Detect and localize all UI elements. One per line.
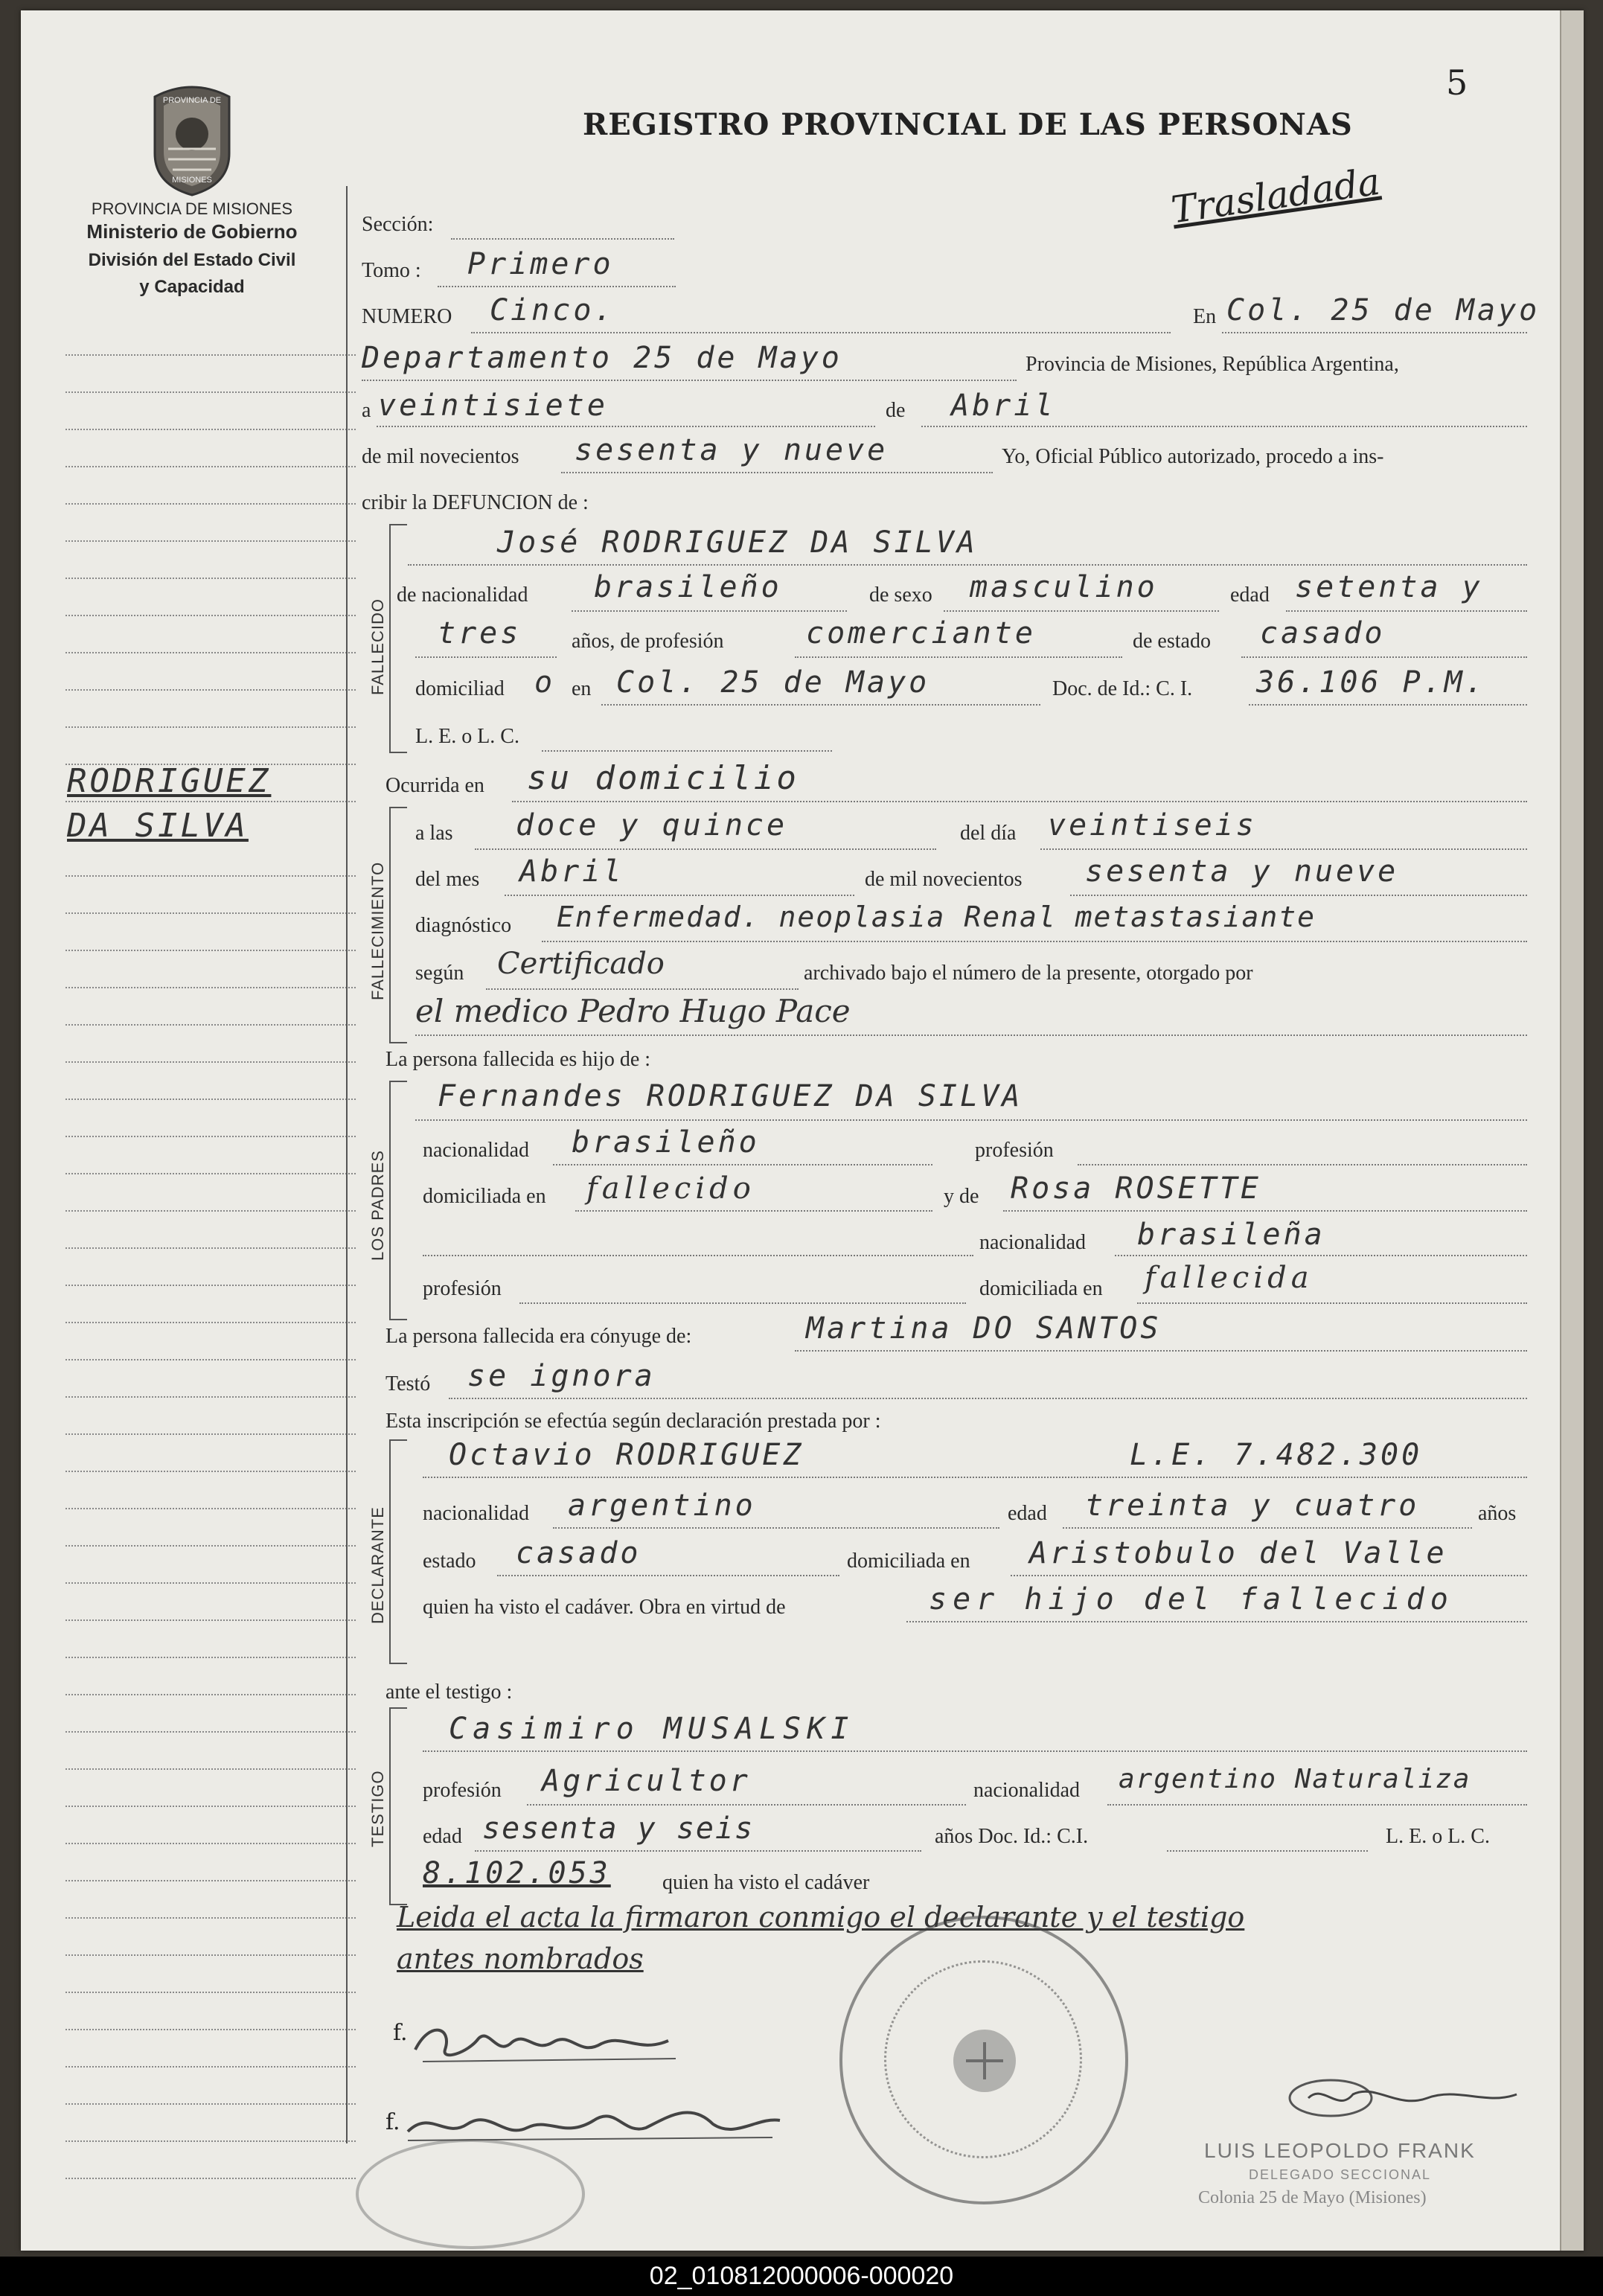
deldia-label: del día — [960, 822, 1017, 845]
diagnostico-value: Enfermedad. neoplasia Renal metastasiante — [557, 901, 1316, 933]
archivado-label: archivado bajo el número de la presente, otorgado por — [804, 962, 1253, 985]
fallecido-tick — [389, 524, 407, 525]
padre-domicilio-line — [575, 1210, 932, 1212]
testigo-nacionalidad: argentino Naturaliza — [1119, 1764, 1471, 1794]
margin-line — [65, 1917, 356, 1919]
declarante-estado-line — [497, 1575, 839, 1576]
margin-line — [65, 1694, 356, 1695]
declarante-border — [389, 1439, 391, 1663]
margin-line — [65, 1396, 356, 1398]
padre-nacionalidad-label: nacionalidad — [423, 1139, 530, 1162]
testigo-edad-line — [475, 1850, 921, 1852]
official-name: LUIS LEOPOLDO FRANK — [1204, 2139, 1476, 2162]
segun-value: Certificado — [497, 947, 665, 981]
declarante-domicilio-line — [1011, 1575, 1527, 1576]
madre-profesion-line — [519, 1302, 966, 1304]
dia-value: veintisiete — [378, 388, 608, 423]
margin-line — [65, 1843, 356, 1844]
fallecido-estado-line — [1241, 656, 1527, 658]
declarante-visto-label: quien ha visto el cadáver. Obra en virtud de — [423, 1596, 786, 1619]
segun-label: según — [415, 962, 464, 985]
seal-top-text: PROVINCIA DE — [162, 96, 222, 105]
fallecido-sexo-line — [944, 610, 1219, 612]
testigo-nacionalidad-line — [1107, 1804, 1527, 1806]
inscribir-label: cribir la DEFUNCION de : — [362, 491, 589, 514]
margin-line — [65, 391, 356, 393]
hora-line — [475, 848, 936, 850]
fallecido-edad-line — [1286, 610, 1527, 612]
de-label: de — [886, 399, 906, 422]
fallecido-border — [389, 524, 391, 752]
declarante-tick — [389, 1663, 407, 1664]
departamento-line — [362, 380, 1017, 381]
fallecido-le-line — [542, 750, 832, 752]
madre-domiciliada-label: domiciliada en — [979, 1277, 1103, 1300]
margin-line — [65, 801, 356, 802]
mes-value-fallecimiento: Abril — [519, 854, 624, 889]
delmes-label: del mes — [415, 868, 480, 891]
departamento-value: Departamento 25 de Mayo — [362, 341, 842, 375]
declarante-signature-prefix: f. — [393, 2020, 408, 2046]
declarante-domicilio: Aristobulo del Valle — [1029, 1536, 1447, 1570]
testigo-le-label: L. E. o L. C. — [1386, 1825, 1490, 1848]
dia-value-fallecimiento: veintiseis — [1048, 808, 1257, 842]
testo-label: Testó — [385, 1372, 431, 1395]
diagnostico-line — [542, 941, 1527, 942]
margin-line — [65, 1210, 356, 1212]
declarante-anios-label: años — [1478, 1502, 1517, 1525]
fallecimiento-section-label: FALLECIMIENTO — [368, 861, 387, 1000]
margin-line — [65, 1954, 356, 1956]
declarante-tick — [389, 1439, 407, 1441]
margin-line — [65, 1061, 356, 1063]
fallecido-domiciliado-label: domiciliad — [415, 677, 505, 700]
fallecimiento-tick — [389, 807, 407, 808]
conyuge-nombre: Martina DO SANTOS — [806, 1311, 1162, 1346]
fallecido-estado-label: de estado — [1133, 630, 1211, 653]
ocurrida-value: su domicilio — [527, 759, 799, 797]
yde-label: y de — [944, 1185, 979, 1208]
margin-line — [65, 540, 356, 542]
margin-line — [65, 1247, 356, 1249]
padre-nombre: Fernandes RODRIGUEZ DA SILVA — [438, 1079, 1023, 1113]
madre-domicilio-line — [1137, 1302, 1527, 1304]
fallecido-profesion-line — [795, 656, 1122, 658]
medico-value: el medico Pedro Hugo Pace — [415, 993, 851, 1029]
fallecido-domicilio-line — [601, 704, 1040, 706]
tomo-label: Tomo : — [362, 259, 421, 282]
testigo-visto-label: quien ha visto el cadáver — [662, 1871, 870, 1894]
fallecido-en-label: en — [572, 677, 592, 700]
form-left-border — [346, 186, 348, 2143]
fallecido-domiciliado-o: o — [534, 665, 556, 700]
margin-line — [65, 466, 356, 467]
inscripcion-label: Esta inscripción se efectúa según declaración prestada por : — [385, 1410, 881, 1433]
anio-line-fallecimiento — [1070, 895, 1527, 896]
seccion-line — [451, 238, 674, 240]
margin-line — [65, 1173, 356, 1174]
mil-label: de mil novecientos — [362, 445, 519, 468]
testigo-signature-prefix: f. — [385, 2109, 400, 2135]
declarante-le: L.E. 7.482.300 — [1130, 1438, 1423, 1472]
testigo-doc: 8.102.053 — [423, 1856, 611, 1890]
padre-profesion-line — [1078, 1164, 1527, 1165]
official-signature — [1279, 2068, 1532, 2132]
alas-label: a las — [415, 822, 453, 845]
numero-value: Cinco. — [490, 293, 615, 327]
margin-line — [65, 1136, 356, 1137]
ocurrida-label: Ocurrida en — [385, 774, 484, 797]
ocurrida-line — [512, 801, 1527, 802]
margin-line — [65, 615, 356, 616]
testigo-edad-label: edad — [423, 1825, 462, 1848]
declarante-nombre: Octavio RODRIGUEZ — [449, 1438, 804, 1472]
fallecimiento-border — [389, 807, 391, 1042]
fallecido-sexo: masculino — [970, 570, 1158, 604]
dia-line — [377, 426, 875, 427]
madre-nacionalidad-label: nacionalidad — [979, 1231, 1087, 1254]
testigo-anios-label: años Doc. Id.: C.I. — [935, 1825, 1089, 1848]
margin-line — [65, 503, 356, 505]
madre-nombre: Rosa ROSETTE — [1011, 1171, 1261, 1206]
anio-value: sesenta y nueve — [575, 433, 889, 467]
margin-line — [65, 2178, 356, 2179]
padre-nacionalidad-line — [553, 1164, 932, 1165]
madre-domicilio: fallecida — [1145, 1261, 1314, 1295]
mes-line — [921, 426, 1527, 427]
margin-line — [65, 689, 356, 691]
declarante-nacionalidad-label: nacionalidad — [423, 1502, 530, 1525]
testo-value: se ignora — [467, 1359, 656, 1393]
fallecido-estado: casado — [1260, 616, 1386, 650]
declarante-nombre-line — [423, 1477, 1527, 1478]
numero-line — [471, 332, 1171, 333]
margin-line — [65, 1508, 356, 1509]
a-label: a — [362, 399, 371, 422]
closing-line1: Leida el acta la firmaron conmigo el declarante y el testigo — [397, 1901, 1245, 1934]
tomo-line — [438, 286, 676, 287]
madre-nacionalidad-line — [1115, 1255, 1527, 1256]
official-place: Colonia 25 de Mayo (Misiones) — [1198, 2188, 1427, 2207]
en-line — [1222, 332, 1527, 333]
fallecido-tick — [389, 752, 407, 753]
hijo-label: La persona fallecida es hijo de : — [385, 1048, 651, 1071]
declarante-nacionalidad: argentino — [568, 1488, 756, 1523]
testigo-profesion: Agricultor — [542, 1764, 751, 1798]
fallecido-doc-label: Doc. de Id.: C. I. — [1052, 677, 1193, 700]
segun-line — [486, 988, 799, 990]
book-binding — [1560, 10, 1584, 2251]
testigo-tick — [389, 1707, 407, 1709]
fallecimiento-tick — [389, 1042, 407, 1043]
madre-line — [1003, 1210, 1527, 1212]
diagnostico-label: diagnóstico — [415, 914, 512, 937]
testigo-nacionalidad-label: nacionalidad — [973, 1779, 1081, 1802]
hora-value: doce y quince — [516, 808, 788, 842]
padre-line — [415, 1119, 1527, 1121]
fallecido-sexo-label: de sexo — [869, 583, 932, 607]
margin-line — [65, 726, 356, 728]
tomo-value: Primero — [467, 247, 614, 281]
margin-line — [65, 1322, 356, 1323]
testigo-ci-line — [1167, 1850, 1368, 1852]
fallecido-edad-label: edad — [1230, 583, 1270, 607]
madre-profesion-label: profesión — [423, 1277, 502, 1300]
testigo-nombre: Casimiro MUSALSKI — [449, 1712, 855, 1746]
page-number: 5 — [1446, 63, 1468, 103]
mes-line-fallecimiento — [505, 895, 854, 896]
fallecido-profesion: comerciante — [806, 616, 1036, 650]
margin-line — [65, 1582, 356, 1584]
margin-note-surname: RODRIGUEZ — [67, 762, 272, 800]
trasladada-mark: Trasladada — [1168, 159, 1383, 232]
image-caption: 02_010812000006-000020 — [0, 2257, 1603, 2296]
declarante-section-label: DECLARANTE — [368, 1506, 387, 1624]
seal-bottom-text: MISIONES — [172, 176, 212, 185]
padres-section-label: LOS PADRES — [368, 1150, 387, 1261]
testo-line — [449, 1398, 1527, 1399]
testigo-section-label: TESTIGO — [368, 1770, 387, 1847]
margin-line — [65, 1359, 356, 1360]
provincia-label: Provincia de Misiones, República Argentina, — [1026, 353, 1399, 376]
closing-line2: antes nombrados — [397, 1942, 644, 1975]
mil-label-fallecimiento: de mil novecientos — [865, 868, 1023, 891]
margin-line — [65, 950, 356, 951]
fallecido-domicilio: Col. 25 de Mayo — [616, 665, 930, 700]
padre-nacionalidad: brasileño — [572, 1125, 760, 1160]
anio-line — [561, 472, 993, 473]
margin-line — [65, 1099, 356, 1100]
margin-line — [65, 429, 356, 430]
padres-blank-line — [423, 1255, 973, 1256]
margin-line — [65, 1024, 356, 1026]
fallecido-section-label: FALLECIDO — [368, 598, 387, 695]
madre-nacionalidad: brasileña — [1137, 1218, 1325, 1252]
division-name: División del Estado Civil — [88, 250, 296, 270]
margin-line — [65, 354, 356, 356]
declarante-virtud-line — [906, 1621, 1527, 1622]
fallecido-nombre-line — [408, 564, 1527, 566]
fallecido-le-label: L. E. o L. C. — [415, 725, 519, 748]
margin-line — [65, 2140, 356, 2142]
fallecido-doc-line — [1249, 704, 1527, 706]
margin-line — [65, 1545, 356, 1547]
declarante-edad: treinta y cuatro — [1085, 1488, 1420, 1523]
padre-domicilio: fallecido — [586, 1171, 755, 1206]
margin-line — [65, 1471, 356, 1472]
conyuge-label: La persona fallecida era cónyuge de: — [385, 1325, 692, 1348]
numero-label: NUMERO — [362, 305, 452, 328]
margin-line — [65, 578, 356, 579]
margin-line — [65, 1285, 356, 1286]
declarante-estado-label: estado — [423, 1550, 476, 1573]
fallecido-nombre: José RODRIGUEZ DA SILVA — [497, 525, 978, 560]
declarante-virtud: ser hijo del fallecido — [929, 1582, 1454, 1617]
testigo-nombre-line — [423, 1750, 1527, 1752]
faded-stamp — [356, 2139, 585, 2249]
margin-line — [65, 1619, 356, 1621]
en-label: En — [1193, 305, 1217, 328]
declarante-domiciliada-label: domiciliada en — [847, 1550, 970, 1573]
declarante-edad-line — [1063, 1527, 1472, 1529]
margin-line — [65, 1768, 356, 1770]
mes-value: Abril — [951, 388, 1056, 423]
margin-line — [65, 1880, 356, 1881]
testigo-border — [389, 1707, 391, 1904]
margin-line — [65, 987, 356, 988]
oficial-label: Yo, Oficial Público autorizado, procedo a ins- — [1002, 445, 1384, 468]
stamp-emblem — [944, 2020, 1026, 2105]
fallecido-nacionalidad-label: de nacionalidad — [397, 583, 528, 607]
margin-line — [65, 912, 356, 914]
en-value: Col. 25 de Mayo — [1226, 293, 1540, 327]
testigo-edad: sesenta y seis — [482, 1811, 755, 1846]
medico-line — [415, 1035, 1527, 1036]
declarante-nacionalidad-line — [553, 1527, 999, 1529]
margin-line — [65, 875, 356, 877]
margin-line — [65, 652, 356, 653]
margin-line — [65, 2029, 356, 2030]
fallecido-anios-label: años, de profesión — [572, 630, 724, 653]
fallecido-doc: 36.106 P.M. — [1256, 665, 1486, 700]
register-page — [21, 10, 1584, 2251]
fallecido-edad2: tres — [438, 616, 522, 650]
document-title: REGISTRO PROVINCIAL DE LAS PERSONAS — [583, 107, 1353, 142]
fallecido-edad1: setenta y — [1295, 570, 1483, 604]
margin-line — [65, 1992, 356, 1993]
declarante-edad-label: edad — [1008, 1502, 1047, 1525]
padre-domiciliada-label: domiciliada en — [423, 1185, 546, 1208]
margin-line — [65, 2103, 356, 2105]
fallecido-nacionalidad: brasileño — [594, 570, 782, 604]
padres-border — [389, 1081, 391, 1319]
margin-line — [65, 1806, 356, 1807]
ministry-name: Ministerio de Gobierno — [86, 220, 298, 243]
fallecido-edad2-line — [415, 656, 557, 658]
capacity-name: y Capacidad — [139, 277, 245, 297]
margin-line — [65, 1657, 356, 1658]
testigo-profesion-label: profesión — [423, 1779, 502, 1802]
margin-line — [65, 2066, 356, 2068]
margin-note-surname2: DA SILVA — [67, 807, 249, 845]
official-role: DELEGADO SECCIONAL — [1249, 2167, 1432, 2182]
testigo-profesion-line — [527, 1804, 966, 1806]
margin-line — [65, 1731, 356, 1733]
seccion-label: Sección: — [362, 213, 434, 236]
ante-testigo-label: ante el testigo : — [385, 1681, 513, 1704]
declarante-estado: casado — [516, 1536, 641, 1570]
padres-tick — [389, 1081, 407, 1082]
conyuge-line — [795, 1350, 1527, 1352]
anio-value-fallecimiento: sesenta y nueve — [1085, 854, 1399, 889]
dia-line-fallecimiento — [1040, 848, 1527, 850]
padres-tick — [389, 1319, 407, 1320]
margin-line — [65, 1433, 356, 1435]
fallecido-nacionalidad-line — [572, 610, 847, 612]
padre-profesion-label: profesión — [975, 1139, 1054, 1162]
declarante-signature — [408, 2012, 691, 2076]
province-name: PROVINCIA DE MISIONES — [91, 199, 293, 218]
